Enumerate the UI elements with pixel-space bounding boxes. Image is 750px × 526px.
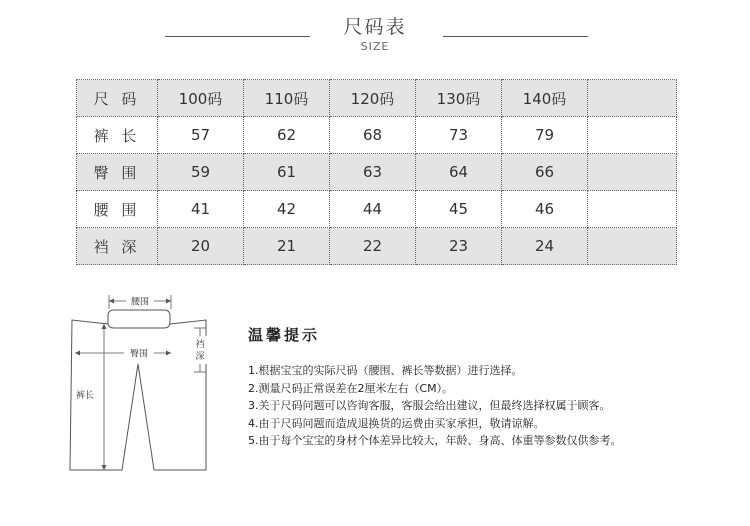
row-label: 裆 深 <box>77 228 158 265</box>
table-cell: 57 <box>158 117 244 154</box>
header-cell: 110码 <box>244 80 330 117</box>
table-cell <box>588 191 677 228</box>
table-cell: 21 <box>244 228 330 265</box>
pants-diagram <box>60 290 220 480</box>
tip-item: 2.测量尺码正常误差在2厘米左右（CM）。 <box>248 381 454 395</box>
header-cell <box>588 80 677 117</box>
table-cell: 68 <box>330 117 416 154</box>
page-title: 尺码表 <box>343 16 407 38</box>
tip-item: 1.根据宝宝的实际尺码（腰围、裤长等数据）进行选择。 <box>248 364 523 377</box>
table-cell: 46 <box>502 191 588 228</box>
tips-title: 温馨提示 <box>248 326 321 344</box>
table-row <box>77 117 677 154</box>
rise-label-bottom: 深 <box>195 352 205 362</box>
size-table <box>76 79 677 265</box>
tips-list <box>248 362 622 450</box>
title-block <box>0 12 750 53</box>
table-cell <box>588 154 677 191</box>
table-cell: 73 <box>416 117 502 154</box>
table-cell <box>588 228 677 265</box>
table-cell: 63 <box>330 154 416 191</box>
tip-item: 5.由于每个宝宝的身材个体差异比较大，年龄、身高、体重等参数仅供参考。 <box>248 434 622 447</box>
table-cell: 41 <box>158 191 244 228</box>
row-label: 腰 围 <box>77 191 158 228</box>
table-cell: 24 <box>502 228 588 265</box>
row-label: 裤 长 <box>77 117 158 154</box>
hip-arrow-left-head <box>75 351 80 356</box>
table-cell: 79 <box>502 117 588 154</box>
header-cell: 100码 <box>158 80 244 117</box>
hip-arrow-right-head <box>166 351 171 356</box>
tip-item: 4.由于尺码问题而造成退换货的运费由买家承担，敬请谅解。 <box>248 416 545 430</box>
table-row <box>77 154 677 191</box>
waist-label: 腰围 <box>130 297 150 308</box>
hip-label: 臀围 <box>129 349 149 360</box>
table-row <box>77 228 677 265</box>
table-header-row <box>77 80 677 117</box>
header-cell: 120码 <box>330 80 416 117</box>
length-label: 裤长 <box>75 391 95 401</box>
header-cell: 140码 <box>502 80 588 117</box>
header-cell: 尺 码 <box>77 80 158 117</box>
page-subtitle: SIZE <box>360 40 390 53</box>
length-arrow-bottom-head <box>102 465 107 470</box>
table-cell: 45 <box>416 191 502 228</box>
waist-arrow-right-head <box>166 299 171 304</box>
title-divider-left <box>165 36 310 37</box>
table-cell: 44 <box>330 191 416 228</box>
tip-item: 3.关于尺码问题可以咨询客服，客服会给出建议，但最终选择权属于顾客。 <box>248 399 611 412</box>
title-divider-right <box>443 36 588 37</box>
length-arrow-top-head <box>102 324 107 329</box>
table-cell: 66 <box>502 154 588 191</box>
waist-arrow-left-head <box>109 299 114 304</box>
table-cell: 61 <box>244 154 330 191</box>
header-cell: 130码 <box>416 80 502 117</box>
table-cell: 23 <box>416 228 502 265</box>
table-cell <box>588 117 677 154</box>
table-cell: 59 <box>158 154 244 191</box>
rise-label-top: 裆 <box>195 340 205 350</box>
table-cell: 62 <box>244 117 330 154</box>
waistband-outline <box>108 310 170 328</box>
table-cell: 42 <box>244 191 330 228</box>
table-cell: 22 <box>330 228 416 265</box>
row-label: 臀 围 <box>77 154 158 191</box>
table-row <box>77 191 677 228</box>
table-cell: 64 <box>416 154 502 191</box>
table-cell: 20 <box>158 228 244 265</box>
